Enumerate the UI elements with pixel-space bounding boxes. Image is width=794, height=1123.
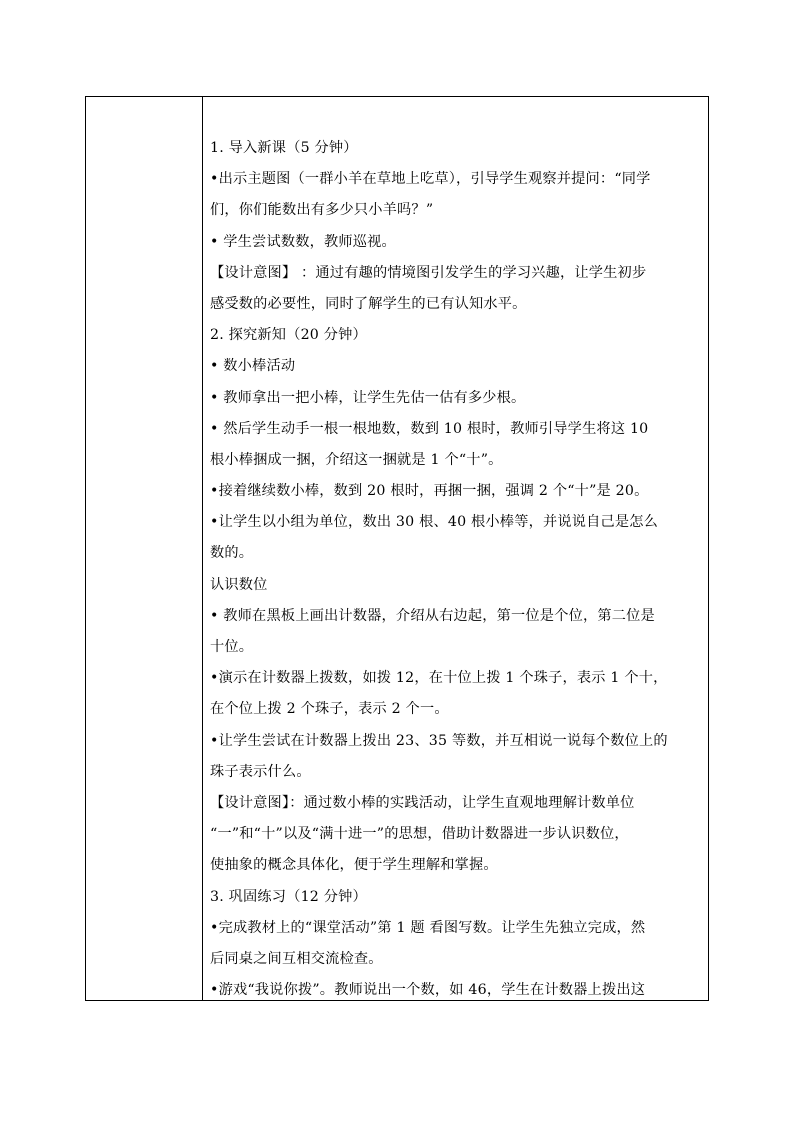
text-line: 【设计意图】：通过数小棒的实践活动，让学生直观地理解计数单位 [210,794,635,811]
text-line: •游戏“我说你拨”。教师说出一个数，如 46，学生在计数器上拨出这 [210,982,646,999]
text-line: •让学生尝试在计数器上拨出 23、35 等数，并互相说一说每个数位上的 [210,732,668,749]
lesson-plan-table [85,96,709,1001]
text-line: 十位。 [210,639,254,655]
text-line: • 学生尝试数数，教师巡视。 [210,233,396,250]
text-line: 【设计意图】 ：通过有趣的情境图引发学生的学习兴趣，让学生初步 [210,264,647,281]
column-divider [202,97,203,1000]
text-line: • 教师在黑板上画出计数器，介绍从右边起，第一位是个位，第二位是 [210,607,655,624]
text-line: 数的。 [210,545,254,562]
text-line: 在个位上拨 2 个珠子，表示 2 个一。 [210,701,449,718]
text-line: • 教师拿出一把小棒，让学生先估一估有多少根。 [210,389,526,406]
text-line: 后同桌之间互相交流检查。 [210,950,383,967]
text-line: •完成教材上的“课堂活动”第 1 题 看图写数。让学生先独立完成，然 [210,919,646,936]
text-line: 根小棒捆成一捆，介绍这一捆就是 1 个“十”。 [210,451,503,468]
text-line: 1. 导入新课（5 分钟） [210,140,358,156]
lesson-content-cell [210,133,706,1006]
text-line: 们，你们能数出有多少只小羊吗？” [210,202,434,219]
text-line: 认识数位 [210,576,268,593]
text-line: 使抽象的概念具体化，便于学生理解和掌握。 [210,857,498,874]
text-line: •演示在计数器上拨数，如拨 12，在十位上拨 1 个珠子，表示 1 个十， [210,670,668,687]
text-line: •出示主题图（一群小羊在草地上吃草），引导学生观察并提问：“同学 [210,171,651,188]
text-line: •让学生以小组为单位，数出 30 根、40 根小棒等，并说说自己是怎么 [210,514,659,531]
text-line: “一”和“十”以及“满十进一”的思想，借助计数器进一步认识数位， [210,826,629,843]
text-line: •接着继续数小棒，数到 20 根时，再捆一捆，强调 2 个“十”是 20。 [210,483,649,500]
text-line: 珠子表示什么。 [210,763,311,780]
text-line: • 数小棒活动 [210,358,296,375]
text-line: 感受数的必要性，同时了解学生的已有认知水平。 [210,295,527,312]
text-line: 3. 巩固练习（12 分钟） [210,888,367,905]
text-line: 2. 探究新知（20 分钟） [210,327,367,344]
text-line: • 然后学生动手一根一根地数，数到 10 根时，教师引导学生将这 10 [210,420,649,437]
